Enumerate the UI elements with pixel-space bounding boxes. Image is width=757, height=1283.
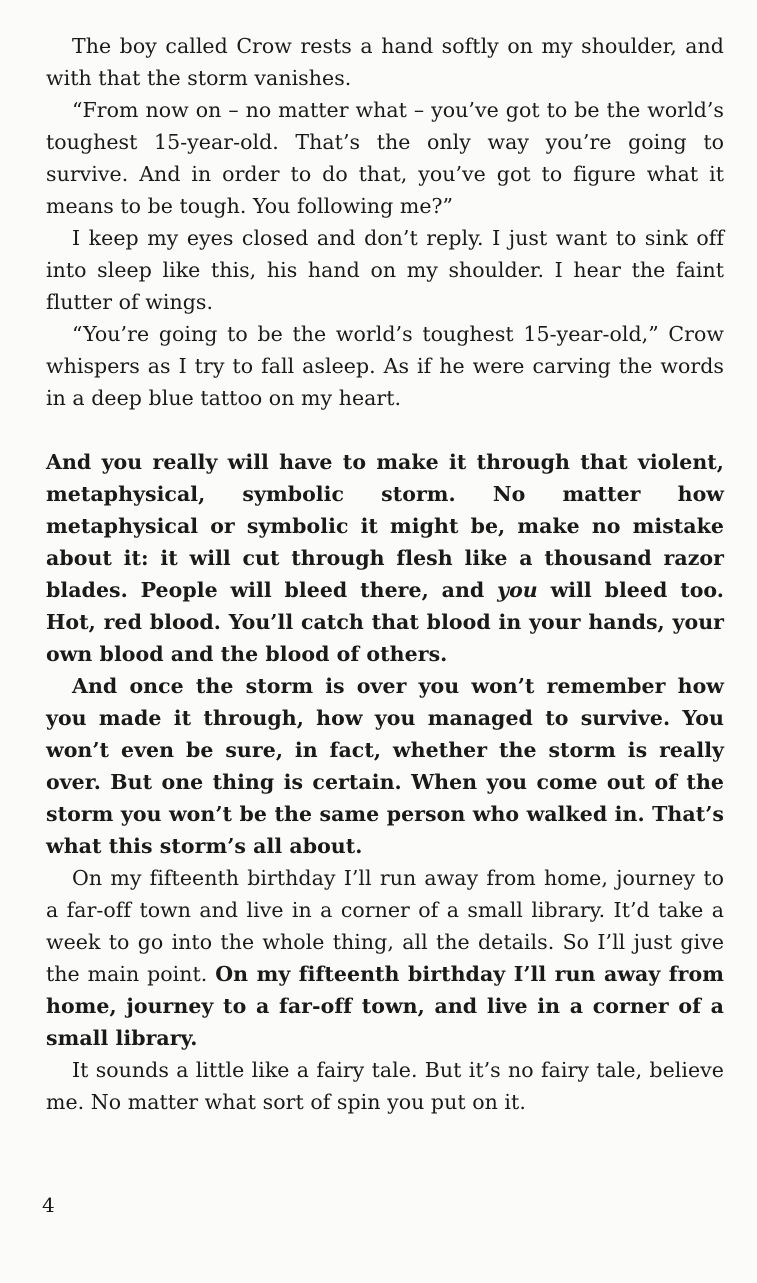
section-break (46, 414, 724, 446)
paragraph: The boy called Crow rests a hand softly on my shoulder, and with that the storm vanishes. (46, 34, 724, 90)
paragraph: “From now on – no matter what – you’ve got to be the world’s toughest 15-year-old. That’s the only way you’re going to survive. And in order to do that, you’ve got to figure what it means to be tough. You following me?” (46, 98, 724, 218)
paragraph: It sounds a little like a fairy tale. But it’s no fairy tale, believe me. No matter what sort of spin you put on it. (46, 1058, 724, 1114)
bold-text: On my fifteenth birthday I’ll run away from home, journey to a far-off town, and live in a corner of a small library. (46, 962, 724, 1050)
page-body (46, 30, 724, 1118)
bold-text: And you really will have to make it through that violent, metaphysical, symbolic storm. No matter how metaphysical or symbolic it might be, make no mistake about it: it will cut through flesh like a thousand razor blades. People will bleed there, and (46, 450, 724, 602)
paragraph (46, 862, 724, 1054)
bold-text: will bleed too. Hot, red blood. You’ll catch that blood in your hands, your own blood and the blood of others. (46, 578, 724, 666)
bold-paragraph (46, 446, 724, 670)
paragraph: I keep my eyes closed and don’t reply. I just want to sink off into sleep like this, his hand on my shoulder. I hear the faint flutter of wings. (46, 226, 724, 314)
bold-section (46, 446, 724, 862)
paragraph: “You’re going to be the world’s toughest 15-year-old,” Crow whispers as I try to fall asleep. As if he were carving the words in a deep blue tattoo on my heart. (46, 322, 724, 410)
page-number: 4 (42, 1193, 55, 1217)
bold-paragraph: And once the storm is over you won’t remember how you made it through, how you managed to survive. You won’t even be sure, in fact, whether the storm is really over. But one thing is certain. When you come out of the storm you won’t be the same person who walked in. That’s what this storm’s all about. (46, 674, 724, 858)
italic-emphasis: you (497, 578, 538, 602)
regular-text: On my fifteenth birthday I’ll run away from home, journey to a far-off town and live in a corner of a small library. It’d take a week to go into the whole thing, all the details. So I’ll just give the main point. (46, 866, 724, 986)
